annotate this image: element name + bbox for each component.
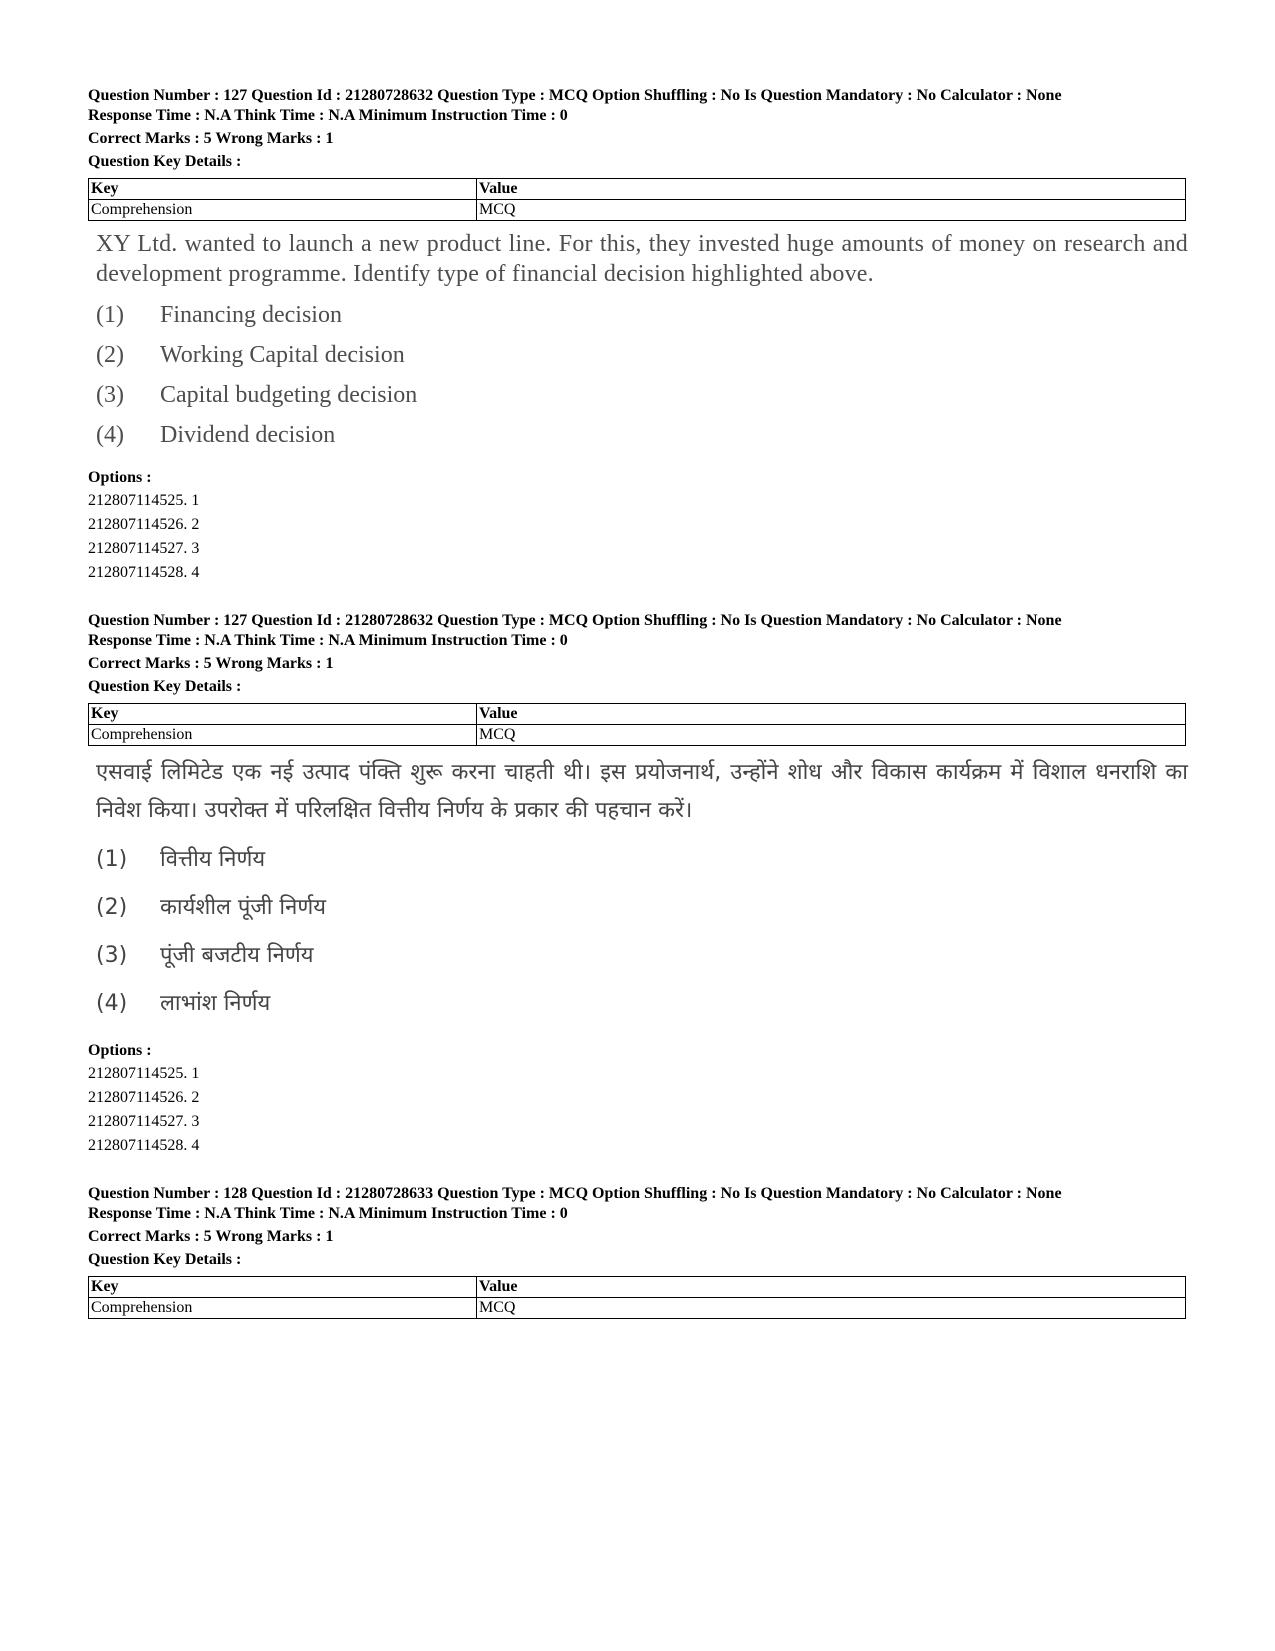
choice-list <box>96 295 1188 455</box>
question-block-127-hindi <box>88 611 1188 1158</box>
table-row <box>89 725 1186 746</box>
table-header-key: Key <box>89 704 477 725</box>
option-id-row: 212807114526. 2 <box>88 516 200 533</box>
choice-text: कार्यशील पूंजी निर्णय <box>160 895 327 920</box>
choice-text: वित्तीय निर्णय <box>160 847 266 872</box>
choice-number: (4) <box>96 422 124 448</box>
table-row <box>89 1298 1186 1319</box>
option-id-row: 212807114528. 4 <box>88 564 200 581</box>
question-text: XY Ltd. wanted to launch a new product line. For this, they invested huge amounts of money on research and development programme. Identify type of financial decision highlighted above. <box>96 231 1188 287</box>
response-time-line: Response Time : N.A Think Time : N.A Minimum Instruction Time : 0 <box>88 1205 568 1222</box>
table-cell-key: Comprehension <box>89 1298 477 1319</box>
marks-line: Correct Marks : 5 Wrong Marks : 1 <box>88 655 334 672</box>
marks-line: Correct Marks : 5 Wrong Marks : 1 <box>88 1228 334 1245</box>
option-id-row: 212807114525. 1 <box>88 492 200 509</box>
key-details-table <box>88 1276 1186 1319</box>
choice-number: (1) <box>96 302 124 328</box>
options-label: Options : <box>88 469 152 486</box>
document-page <box>88 86 1188 1345</box>
choice-number: (4) <box>96 991 128 1016</box>
question-content <box>88 229 1188 455</box>
choice-item <box>96 980 1188 1028</box>
table-header-key: Key <box>89 179 477 200</box>
options-label: Options : <box>88 1042 152 1059</box>
question-meta-line: Question Number : 127 Question Id : 21280728632 Question Type : MCQ Option Shuffling : No Is Question Mandatory : No Calculator : None <box>88 87 1062 104</box>
choice-item <box>96 932 1188 980</box>
question-meta-line: Question Number : 127 Question Id : 21280728632 Question Type : MCQ Option Shuffling : No Is Question Mandatory : No Calculator : None <box>88 612 1062 629</box>
choice-item <box>96 335 1188 375</box>
key-details-table <box>88 703 1186 746</box>
marks-line: Correct Marks : 5 Wrong Marks : 1 <box>88 130 334 147</box>
table-header-row <box>89 1277 1186 1298</box>
choice-item <box>96 295 1188 335</box>
question-content <box>88 754 1188 1028</box>
choice-text: Dividend decision <box>160 422 336 448</box>
option-id-row: 212807114527. 3 <box>88 540 200 557</box>
key-details-label: Question Key Details : <box>88 1251 242 1268</box>
choice-text: लाभांश निर्णय <box>160 991 271 1016</box>
choice-item <box>96 836 1188 884</box>
choice-text: Working Capital decision <box>160 342 405 368</box>
choice-item <box>96 375 1188 415</box>
table-header-value: Value <box>477 179 1186 200</box>
key-details-label: Question Key Details : <box>88 678 242 695</box>
table-header-row <box>89 179 1186 200</box>
choice-text: Capital budgeting decision <box>160 382 418 408</box>
choice-number: (3) <box>96 943 128 968</box>
table-cell-value: MCQ <box>477 725 1186 746</box>
choice-text: पूंजी बजटीय निर्णय <box>160 943 314 968</box>
response-time-line: Response Time : N.A Think Time : N.A Minimum Instruction Time : 0 <box>88 107 568 124</box>
option-id-row: 212807114528. 4 <box>88 1137 200 1154</box>
key-details-label: Question Key Details : <box>88 153 242 170</box>
question-block-128 <box>88 1184 1188 1319</box>
question-meta-line: Question Number : 128 Question Id : 21280728633 Question Type : MCQ Option Shuffling : No Is Question Mandatory : No Calculator : None <box>88 1185 1062 1202</box>
table-header-key: Key <box>89 1277 477 1298</box>
table-header-value: Value <box>477 704 1186 725</box>
table-cell-value: MCQ <box>477 200 1186 221</box>
table-row <box>89 200 1186 221</box>
table-header-row <box>89 704 1186 725</box>
choice-number: (2) <box>96 342 124 368</box>
table-header-value: Value <box>477 1277 1186 1298</box>
choice-text: Financing decision <box>160 302 342 328</box>
option-id-row: 212807114527. 3 <box>88 1113 200 1130</box>
option-id-row: 212807114526. 2 <box>88 1089 200 1106</box>
key-details-table <box>88 178 1186 221</box>
choice-item <box>96 415 1188 455</box>
question-text: एसवाई लिमिटेड एक नई उत्पाद पंक्ति शुरू करना चाहती थी। इस प्रयोजनार्थ, उन्होंने शोध और विकास कार्यक्रम में विशाल धनराशि का निवेश किया। उपरोक्त में परिलक्षित वित्तीय निर्णय के प्रकार की पहचान करें। <box>96 760 1188 823</box>
table-cell-value: MCQ <box>477 1298 1186 1319</box>
choice-number: (2) <box>96 895 128 920</box>
question-block-127-english <box>88 86 1188 585</box>
choice-list <box>96 836 1188 1028</box>
option-id-row: 212807114525. 1 <box>88 1065 200 1082</box>
table-cell-key: Comprehension <box>89 200 477 221</box>
response-time-line: Response Time : N.A Think Time : N.A Minimum Instruction Time : 0 <box>88 632 568 649</box>
table-cell-key: Comprehension <box>89 725 477 746</box>
choice-number: (3) <box>96 382 124 408</box>
choice-item <box>96 884 1188 932</box>
choice-number: (1) <box>96 847 128 872</box>
